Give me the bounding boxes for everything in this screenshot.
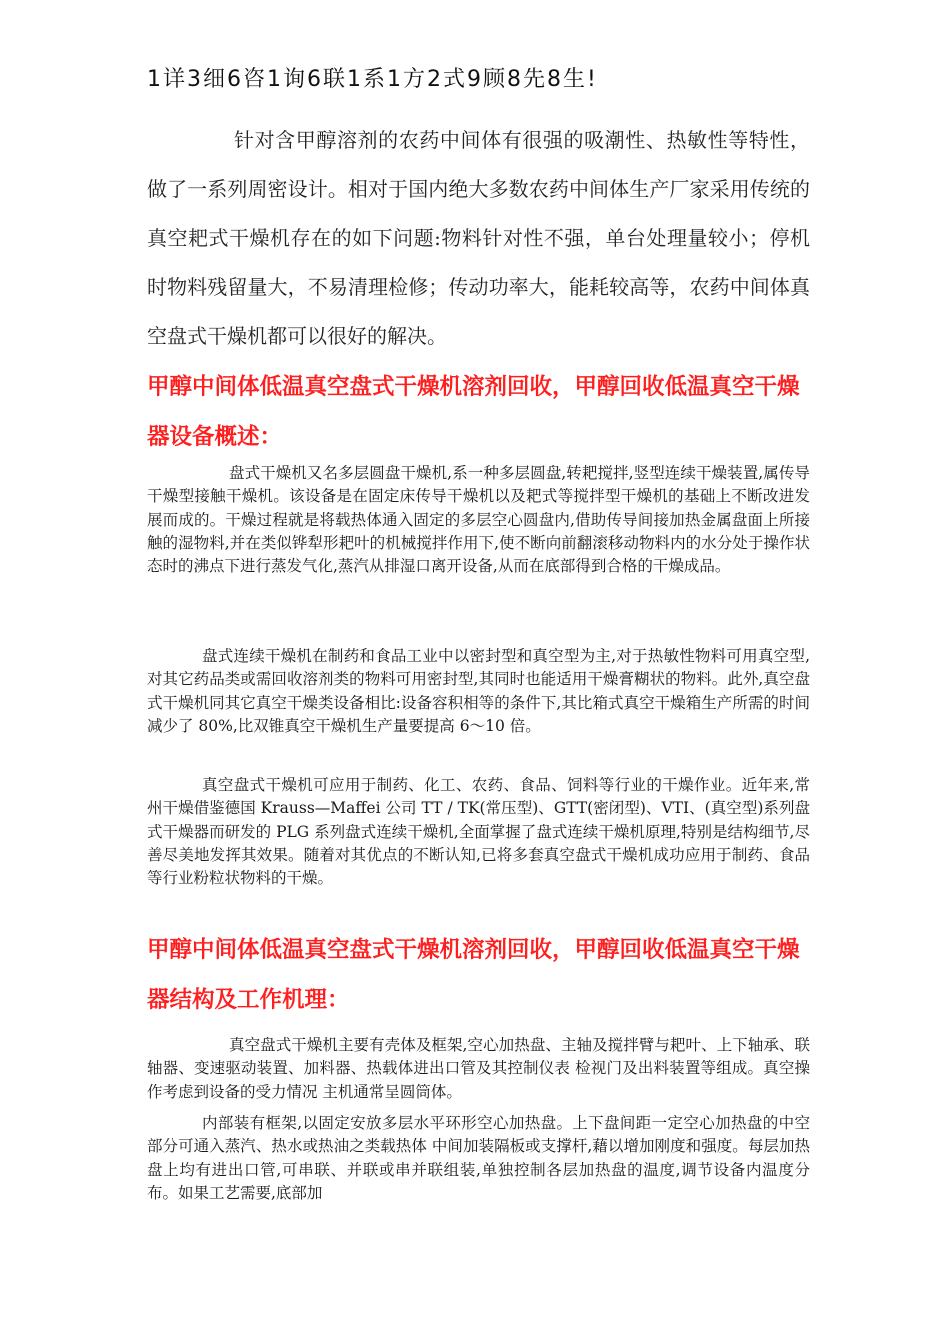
overview-paragraph-1: 盘式干燥机又名多层圆盘干燥机,系一种多层圆盘,转耙搅拌,竖型连续干燥装置,属传导干燥型接触干燥机。该设备是在固定床传导干燥机以及耙式等搅拌型干燥机的基础上不断改进发展而成的。干燥过程就是将载热体通入固定的多层空心圆盘内,借助传导间接加热金属盘面上所接触的湿物料,并在类似铧犁形耙叶的机械搅拌作用下,使不断向前翻滚移动物料内的水分处于操作状态时的沸点下进行蒸发气化,蒸汽从排湿口离开设备,从而在底部得到合格的干燥成品。: [147, 464, 810, 576]
structure-paragraph-1: 真空盘式干燥机主要有壳体及框架,空心加热盘、主轴及搅拌臂与耙叶、上下轴承、联轴器、变速驱动装置、加料器、热载体进出口管及其控制仪表 检视门及出料装置等组成。真空操作考虑到设备的受力情况 主机通常呈圆筒体。: [147, 1036, 810, 1101]
contact-line: 1详3细6咨1询6联1系1方2式9顾8先8生!: [147, 67, 598, 92]
overview-paragraph-3: 真空盘式干燥机可应用于制药、化工、农药、食品、饲料等行业的干燥作业。近年来,常州干燥借鉴德国 Krauss—Maffei 公司 TT / TK(常压型)、GTT(密闭型)、VTI、(真空型)系列盘式干燥器而研发的 PLG 系列盘式连续干燥机,全面掌握了盘式连续干燥机原理,特别是结构细节,尽善尽美地发挥其效果。随着对其优点的不断认知,已将多套真空盘式干燥机成功应用于制药、食品等行业粉粒状物料的干燥。: [147, 776, 810, 888]
overview-heading: 甲醇中间体低温真空盘式干燥机溶剂回收，甲醇回收低温真空干燥器设备概述：: [147, 374, 800, 450]
structure-heading: 甲醇中间体低温真空盘式干燥机溶剂回收，甲醇回收低温真空干燥器结构及工作机理：: [147, 937, 800, 1013]
intro-paragraph: 针对含甲醇溶剂的农药中间体有很强的吸潮性、热敏性等特性，做了一系列周密设计。相对于国内绝大多数农药中间体生产厂家采用传统的真空耙式干燥机存在的如下问题:物料针对性不强，单台处理量较小；停机时物料残留量大，不易清理检修；传动功率大，能耗较高等，农药中间体真空盘式干燥机都可以很好的解决。: [147, 128, 810, 348]
overview-paragraph-2: 盘式连续干燥机在制药和食品工业中以密封型和真空型为主,对于热敏性物料可用真空型,对其它药品类或需回收溶剂类的物料可用密封型,其同时也能适用干燥膏糊状的物料。此外,真空盘式干燥机同其它真空干燥类设备相比:设备容积相等的条件下,其比箱式真空干燥箱生产所需的时间减少了 80%,比双锥真空干燥机生产量要提高 6～10 倍。: [147, 647, 810, 735]
structure-paragraph-2: 内部装有框架,以固定安放多层水平环形空心加热盘。上下盘间距一定空心加热盘的中空部分可通入蒸汽、热水或热油之类载热体 中间加装隔板或支撑杆,藉以增加刚度和强度。每层加热盘上均有进出口管,可串联、并联或串并联组装,单独控制各层加热盘的温度,调节设备内温度分布。如果工艺需要,底部加: [147, 1114, 810, 1202]
